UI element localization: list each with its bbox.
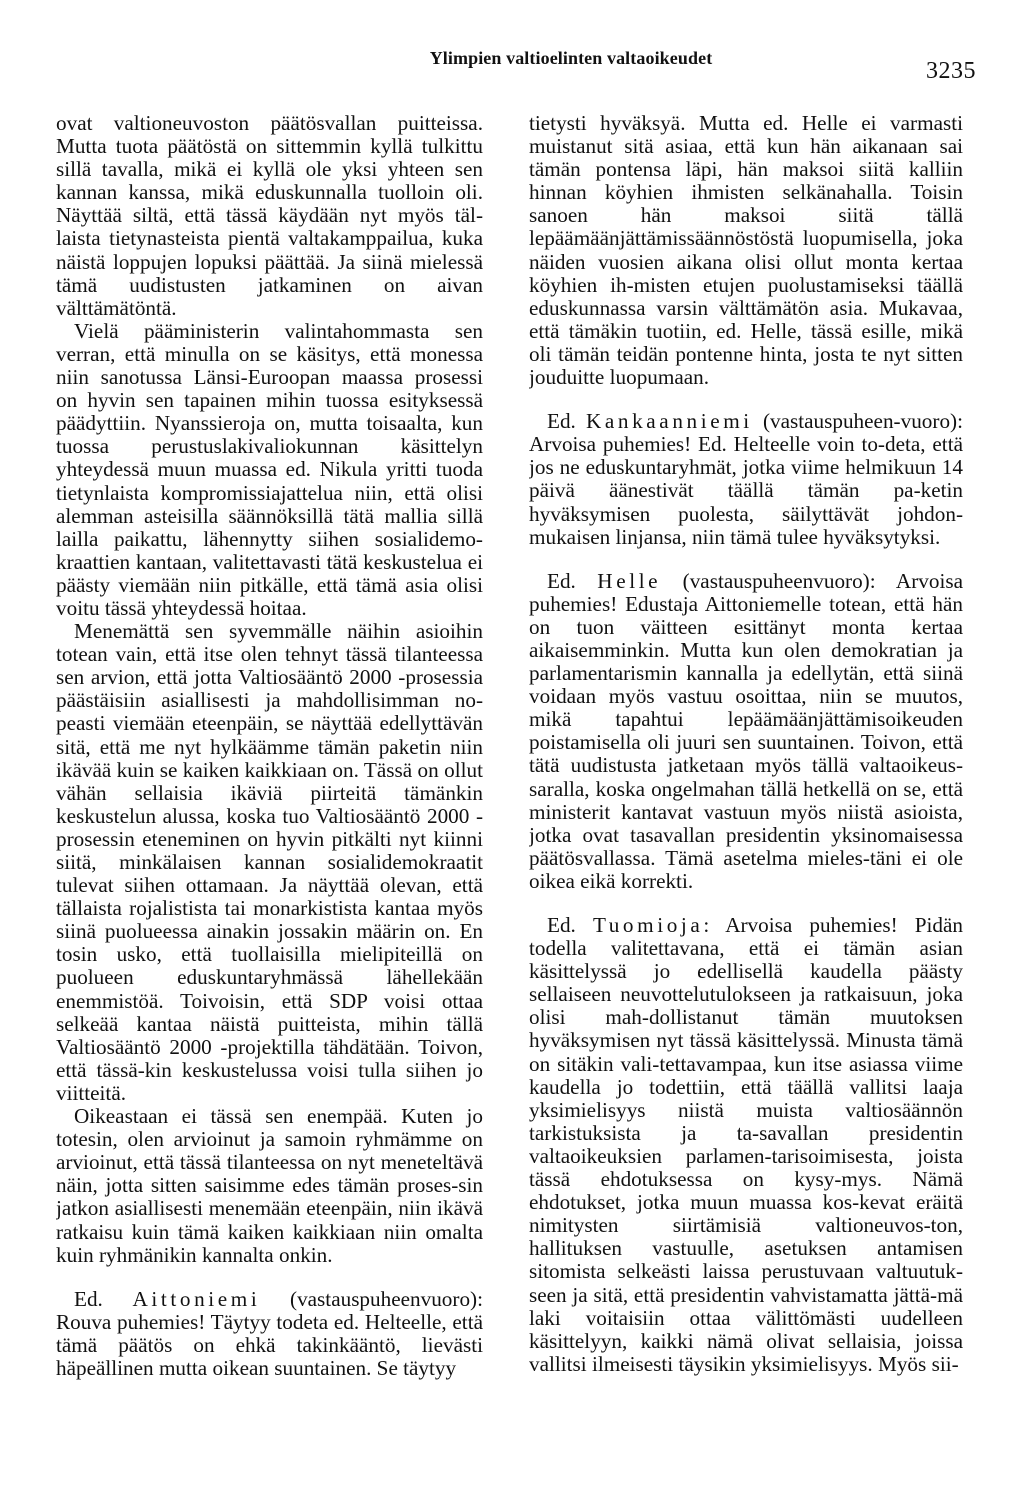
paragraph: tietysti hyväksyä. Mutta ed. Helle ei varmasti muistanut sitä asiaa, että kun hän aikanaan sai tämän pontensa läpi, hän maksoi siitä kalliin hinnan köyhien ihmisten selkänahalla. Toisin sanoen hän maksoi siitä tällä lepäämäänjättämissäännöstöstä luopumisella, joka näiden vuosien aikana olisi ollut monta kertaa köyhien ih-misten etujen puolustamiseksi täällä eduskunnassa varsin välttämätön asia. Mukavaa, että tämäkin tuotiin, ed. Helle, tässä esille, mikä oli tämän teidän pontenne hinta, josta te nyt sitten jouduitte luopumaan.	[529, 112, 963, 390]
speech-paragraph	[529, 410, 963, 549]
right-column	[529, 112, 963, 1482]
speaker-name: Helle	[597, 568, 662, 593]
speech-prefix: Ed.	[547, 409, 587, 434]
left-column	[56, 112, 483, 1482]
speech-text: (vastauspuheenvuoro): Arvoisa puhemies! Edustaja Aittoniemelle totean, että hän on tuon väitteen esittänyt monta kertaa aikaisemminkin. Mutta kun olen demokratian ja parlamentarismin kannalla ja edellytän, että siinä voidaan myös vastuu osoittaa, niin se muutos, mikä tapahtui lepäämäänjättämisoikeuden poistamisella oli juuri sen suuntainen. Toivon, että tätä uudistusta jatketaan myös tällä valtaoikeus-saralla, koska ongelmahan tällä hetkellä on se, että ministerit kantavat vastuun myös niistä asioista, jotka ovat tasavallan presidentin yksinomaisessa päätösvallassa. Tämä asetelma mieles-täni ei ole oikea eikä korrekti.	[529, 568, 963, 893]
paragraph: ovat valtioneuvoston päätösvallan puitteissa. Mutta tuota päätöstä on sittemmin kyllä tulkittu sillä tavalla, mikä ei kyllä ole yksi yhteen sen kannan kanssa, mikä eduskunnalla tuolloin oli. Näyttää siltä, että tässä käydään nyt myös täl-laista tietynasteista pientä valtakamppailua, kuka näistä loppujen lopuksi päättää. Ja siinä mielessä tämä uudistusten jatkaminen on aivan välttämätöntä.	[56, 112, 483, 320]
paragraph: Oikeastaan ei tässä sen enempää. Kuten jo totesin, olen arvioinut ja samoin ryhmämme on arvioinut, että tässä tilanteessa on nyt meneteltävä näin, jotta sitten saisimme edes tämän proses-sin jatkon asiallisesti menemään eteenpäin, niin ikävä ratkaisu kuin tämä kaiken kaikkiaan niin omalta kuin ryhmänikin kannalta onkin.	[56, 1104, 483, 1267]
paragraph: Vielä pääministerin valintahommasta sen verran, että minulla on se käsitys, että monessa niin sanotussa Länsi-Euroopan maassa prosessi on hyvin sen tapainen mihin tuossa esityksessä päädyttiin. Nyanssieroja on, mutta toisaalta, kun tuossa perustuslakivaliokunnan käsittelyn yhteydessä muun muassa ed. Nikula yritti tuoda tietynlaista kompromissiajattelua niin, että olisi alemman asteisilla säännöksillä tätä mallia sillä lailla paikattu, lähennytty siihen sosialidemo-kraattien kantaan, valitettavasti tätä keskustelua ei päästy viemään niin pitkälle, että tämä asia olisi voitu tässä yhteydessä hoitaa.	[56, 318, 483, 620]
speech-paragraph	[56, 1288, 483, 1380]
speech-paragraph	[529, 570, 963, 893]
speaker-name: Tuomioja	[592, 913, 704, 937]
page-number: 3235	[926, 58, 976, 84]
speaker-name: Kankaanniemi	[586, 409, 753, 434]
speech-prefix: Ed.	[547, 568, 598, 593]
paragraph: Menemättä sen syvemmälle näihin asioihin totean vain, että itse olen tehnyt tässä tilanteessa sen arvion, että jotta Valtiosääntö 2000 -prosessia päästäisiin asiallisesti ja mahdollisimman no-peasti viemään eteenpäin, se näyttää edellyttävän sitä, että me nyt hylkäämme tämän paketin niin ikävää kuin se kaiken kaikkiaan on. Tässä on ollut vähän sellaisia ikäviä piirteitä tämänkin keskustelun alussa, koska tuo Valtiosääntö 2000 -prosessin eteneminen on hyvin pitkälti nyt kiinni siitä, minkälaisen kannan sosialidemokraatit tulevat siihen ottamaan. Ja näyttää olevan, että tällaista rojalistista tai monarkistista kantaa myös siinä puolueessa ainakin jossakin määrin on. En tosin usko, että tuollaisilla mielipiteillä on puolueen eduskuntaryhmässä lähellekään enemmistöä. Toivoisin, että SDP voisi ottaa selkeää kantaa näistä puitteista, mihin tällä Valtiosääntö 2000 -projektilla tähdätään. Toivon, että tässä-kin keskustelussa voisi tulla siihen jo viitteitä.	[56, 619, 483, 1105]
speech-prefix: Ed.	[74, 1286, 133, 1311]
speech-text: : Arvoisa puhemies! Pidän todella valitettavana, että ei tämän asian käsittelyssä jo edellisellä kaudella päästy sellaiseen neuvottelutulokseen ja ratkaisuun, joka olisi mah-dollistanut tämän muutoksen hyväksymisen nyt tässä käsittelyssä. Minusta tämä on sitäkin vali-tettavampaa, kun itse asiassa viime kaudella jo todettiin, että täällä vallitsi laaja yksimielisyys niistä muista valtiosäännön tarkistuksista ja ta-savallan presidentin valtaoikeuksien parlamen-tarisoimisesta, joista tässä ehdotuksessa on kysy-mys. Nämä ehdotukset, jotka muun muassa kos-kevat eräitä nimitysten siirtämisiä valtioneuvos-ton, hallituksen vastuulle, asetuksen antamisen sitomista selkeästi laissa perustuvaan valtuutuk-seen ja sitä, että presidentin vahvistamatta jättä-mä laki voitaisiin ottaa välittömästi uudelleen käsittelyyn, kaikki nämä olivat sellaisia, joissa vallitsi ilmeisesti täysikin yksimielisyys. Myös sii-	[529, 913, 963, 1376]
speech-text: (vastauspuheenvuoro): Rouva puhemies! Täytyy todeta ed. Helteelle, että tämä päätös on ehkä takinkääntö, lievästi häpeällinen mutta oikean suuntainen. Se täytyy	[56, 1286, 483, 1380]
speech-text: (vastauspuheen-vuoro): Arvoisa puhemies! Ed. Helteelle voin to-deta, että jos ne eduskuntaryhmät, jotka viime helmikuun 14 päivä äänestivät täällä tämän pa-ketin hyväksymisen puolesta, säilyttävät johdon-mukaisen linjansa, niin tämä tulee hyväksytyksi.	[529, 409, 963, 549]
speech-paragraph	[529, 914, 963, 1376]
running-title: Ylimpien valtioelinten valtaoikeudet	[429, 48, 713, 68]
speech-prefix: Ed.	[547, 913, 593, 937]
speaker-name: Aittoniemi	[132, 1286, 261, 1311]
